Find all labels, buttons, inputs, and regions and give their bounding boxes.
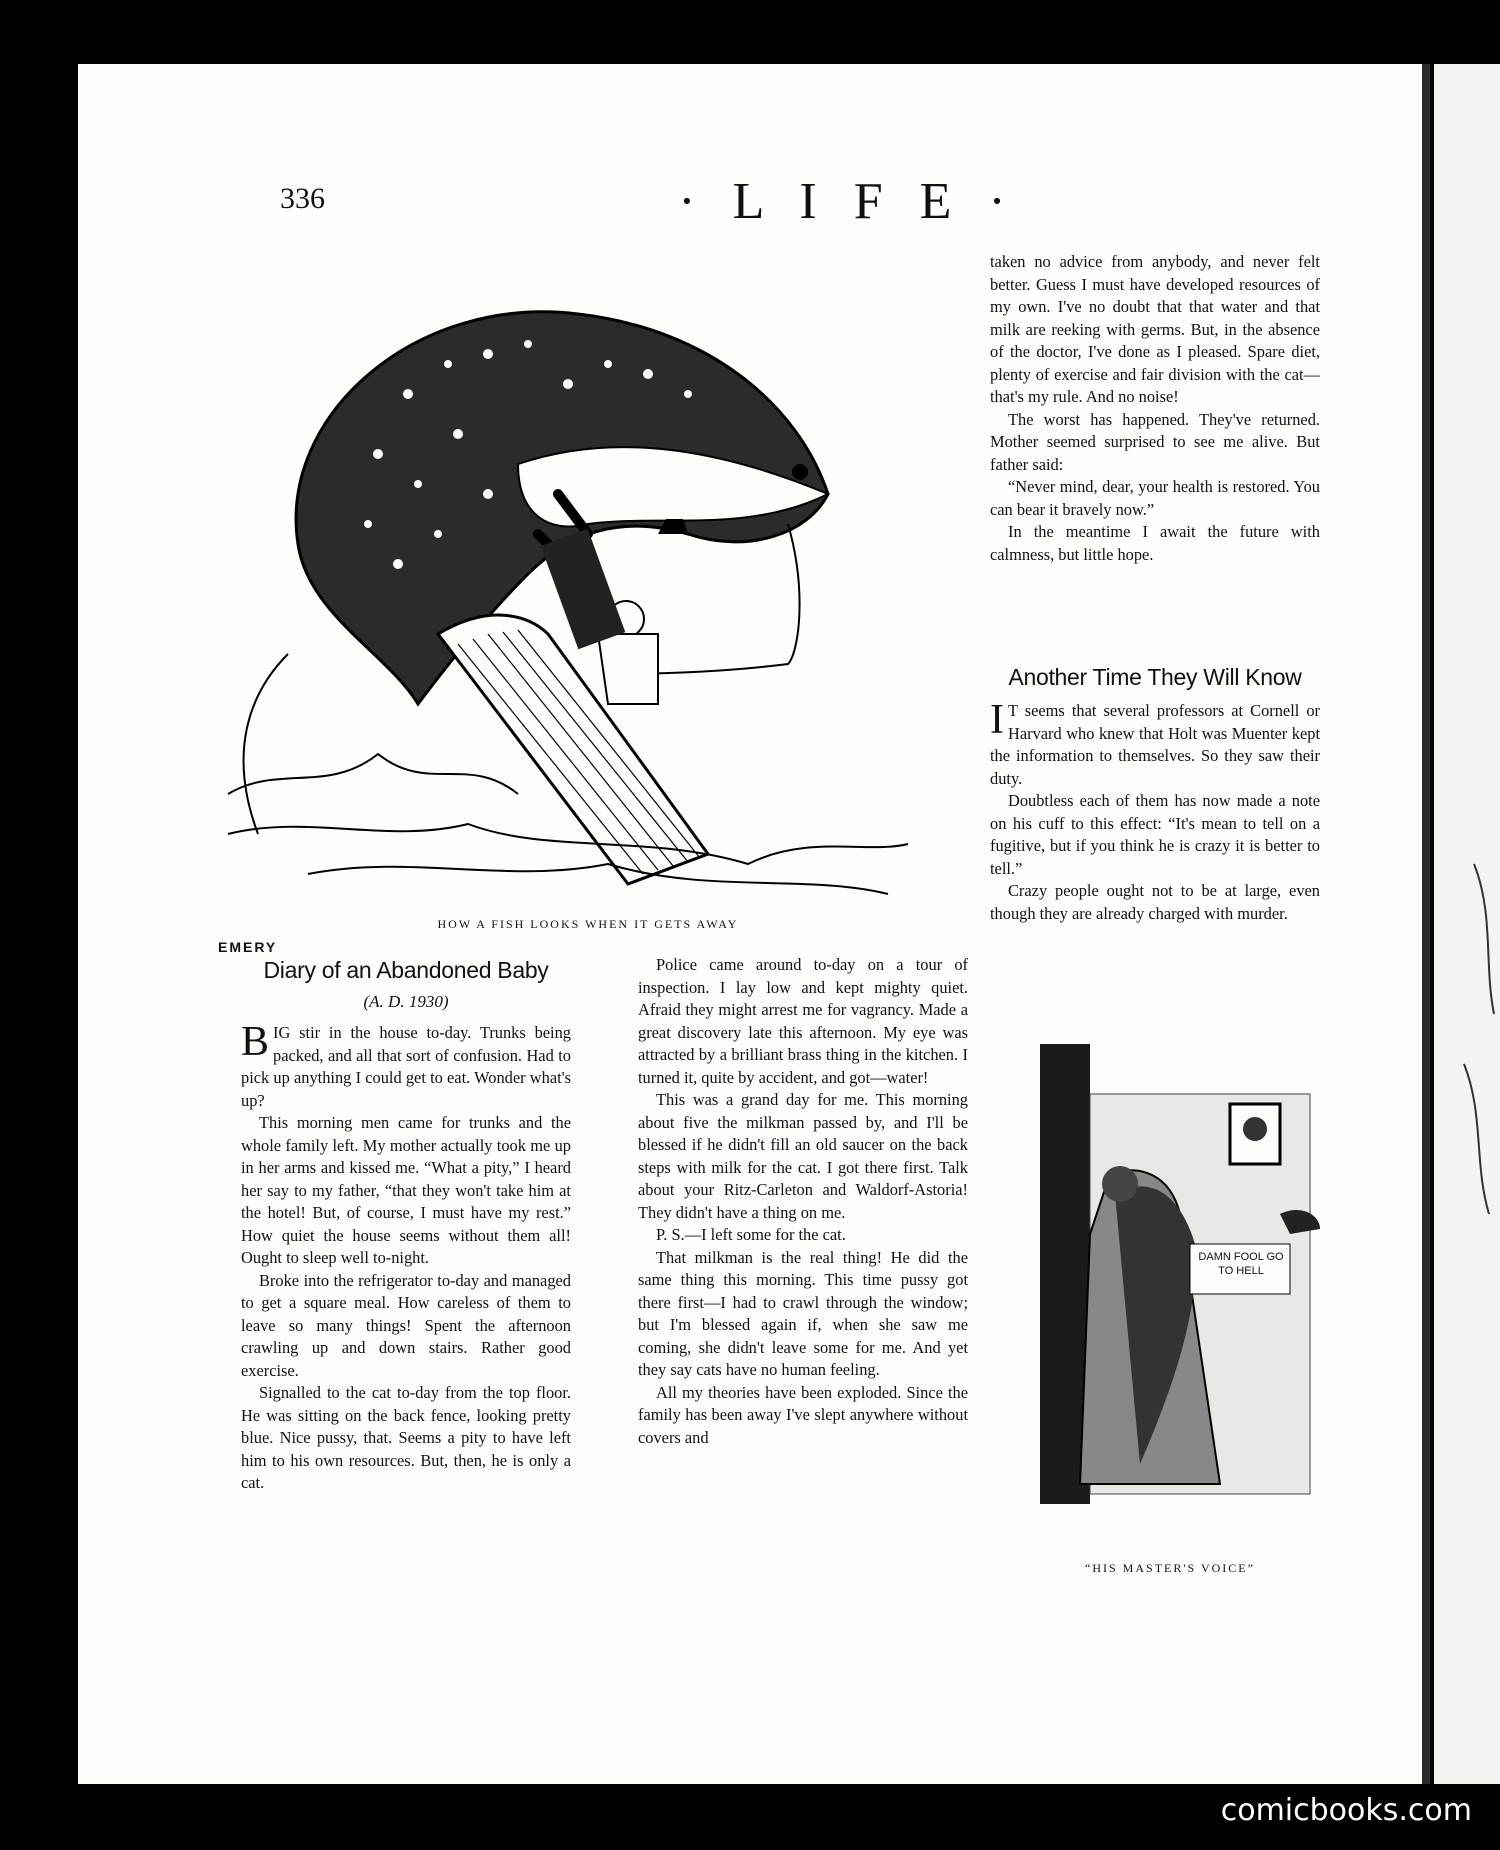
parrot-cartoon-caption: “HIS MASTER'S VOICE” bbox=[1085, 1561, 1255, 1575]
parrot-cartoon bbox=[1020, 1014, 1320, 1524]
diary-column-middle bbox=[638, 954, 968, 1449]
diary-paragraph: The worst has happened. They've returned. Mother seemed surprised to see me alive. But father said: bbox=[990, 409, 1320, 474]
diary-paragraph: taken no advice from anybody, and never felt better. Guess I must have developed resources of my own. I've no doubt that that water and that milk are reeking with germs. But, in the absence of the doctor, I've done as I pleased. Spare diet, plenty of exercise and fair division with the cat—that's my rule. And no noise! bbox=[990, 252, 1320, 406]
masthead-title: · L I F E · bbox=[678, 173, 1018, 230]
page-gutter bbox=[1422, 64, 1430, 1784]
magazine-page bbox=[78, 64, 1430, 1784]
page-number: 336 bbox=[280, 182, 325, 215]
diary-title: Diary of an Abandoned Baby bbox=[263, 957, 549, 983]
diary-paragraph: BIG stir in the house to-day. Trunks being packed, and all that sort of confusion. Had to pick up anything I could get to eat. Wonder what's up? bbox=[241, 1019, 571, 1110]
diary-paragraph: All my theories have been exploded. Since the family has been away I've slept anywhere without covers and bbox=[638, 1382, 968, 1447]
article-body bbox=[990, 697, 1320, 925]
diary-paragraph: Police came around to-day on a tour of inspection. I lay low and kept mighty quiet. Afraid they might arrest me for vagrancy. Made a great discovery late this afternoon. My eye was attracted by a brilliant brass thing in the kitchen. I turned it, quite by accident, and got—water! bbox=[638, 955, 968, 1087]
article-paragraph: Crazy people ought not to be at large, even though they are already charged with murder. bbox=[990, 881, 1320, 923]
fish-illustration bbox=[188, 234, 1028, 984]
drop-cap: I bbox=[990, 697, 1004, 743]
article-paragraph: Doubtless each of them has now made a note on his cuff to this effect: “It's mean to tell on a fugitive, but if you think he is crazy it is better to tell.” bbox=[990, 791, 1320, 878]
diary-paragraph: This morning men came for trunks and the whole family left. My mother actually took me up in her arms and kissed me. “What a pity,” I heard her say to my father, “that they won't take him at the hotel! But, of course, I must have my rest.” How quiet the house seems without them all! Ought to sleep well to-night. bbox=[241, 1113, 571, 1267]
cartoon-signature: EMERY bbox=[218, 939, 278, 955]
diary-column-right bbox=[990, 251, 1320, 566]
article-title: Another Time They Will Know bbox=[1008, 664, 1302, 690]
diary-paragraph: “Never mind, dear, your health is restored. You can bear it bravely now.” bbox=[990, 477, 1320, 519]
drop-cap: B bbox=[241, 1019, 270, 1065]
diary-paragraph: That milkman is the real thing! He did the same thing this morning. This time pussy got there first—I had to crawl through the window; but I'm blessed again if, when she saw me coming, she didn't leave some for me. And yet they say cats have no human feeling. bbox=[638, 1247, 968, 1379]
diary-paragraph: P. S.—I left some for the cat. bbox=[656, 1225, 846, 1244]
diary-subtitle: (A. D. 1930) bbox=[363, 992, 449, 1011]
diary-column-left bbox=[241, 1019, 571, 1495]
parrot-sign-text: DAMN FOOL GO TO HELL bbox=[1198, 1251, 1284, 1277]
fish-cartoon-caption: HOW A FISH LOOKS WHEN IT GETS AWAY bbox=[437, 917, 739, 931]
next-page-edge bbox=[1434, 64, 1500, 1784]
diary-paragraph: In the meantime I await the future with calmness, but little hope. bbox=[990, 522, 1320, 564]
diary-paragraph: Broke into the refrigerator to-day and managed to get a square meal. How careless of them to leave so many things! Spent the afternoon crawling up and down stairs. Rather good exercise. bbox=[241, 1270, 571, 1380]
article-paragraph: I T seems that several professors at Cornell or Harvard who knew that Holt was Muenter kept the information to themselves. So they saw their duty. bbox=[990, 697, 1320, 788]
watermark-text: comicbooks.com bbox=[1220, 1793, 1472, 1828]
diary-paragraph: This was a grand day for me. This morning about five the milkman passed by, and I'll be blessed if he didn't fill an old saucer on the back steps with milk for the cat. I got there first. Talk about your Ritz-Carleton and Waldorf-Astoria! They didn't have a thing on me. bbox=[638, 1090, 968, 1222]
diary-paragraph: Signalled to the cat to-day from the top floor. He was sitting on the back fence, looking pretty blue. Nice pussy, that. Seems a pity to have left him to his own resources. But, then, he is only a cat. bbox=[241, 1383, 571, 1492]
fish-cartoon bbox=[188, 234, 1028, 984]
